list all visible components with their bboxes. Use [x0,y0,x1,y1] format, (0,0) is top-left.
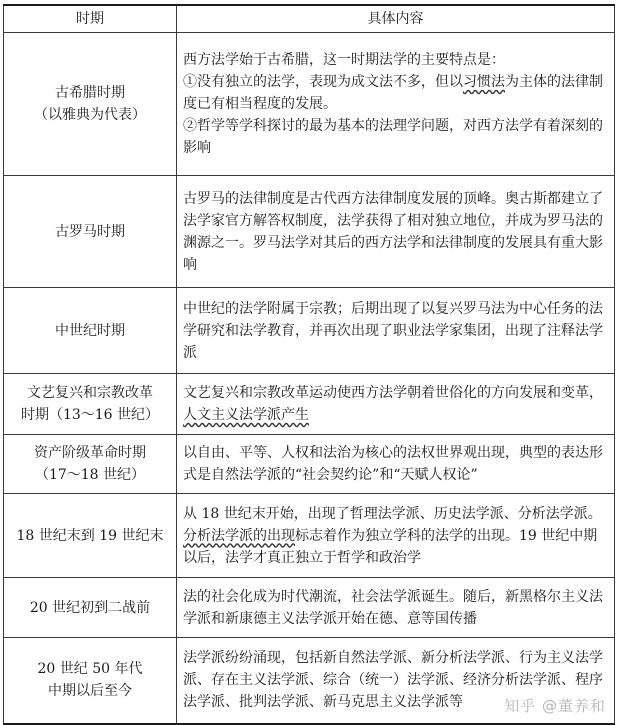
period-cell [4,33,177,176]
period-text: 资产阶级革命时期 [34,445,146,461]
content-text: 从 18 世纪末开始，出现了哲理法学派、历史法学派、分析法学派。 [183,505,602,522]
content-text: 标志着作为独立学科的法学的出现。19 世纪中期以后，法学才真正独立于哲学和政治学 [183,527,598,566]
period-cell [4,374,177,435]
table-row [4,288,615,374]
content-cell [177,494,615,578]
period-text: 古希腊时期 [55,85,125,101]
content-cell [177,33,615,176]
period-cell [4,288,177,374]
content-text: ②哲学等学科探讨的最为基本的法理学问题，对西方法学有着深刻的影响 [183,118,603,156]
period-text: 20 世纪初到二战前 [29,599,151,616]
emphasis-text: 习惯法 [463,74,505,90]
table-row [4,374,615,435]
content-cell [177,578,615,638]
period-cell [4,578,177,638]
period-text: 时期（13～16 世纪） [20,407,160,423]
table-header-row [4,5,615,33]
content-text: 西方法学始于古希腊，这一时期法学的主要特点是： [183,52,505,68]
table-row [4,494,615,578]
header-content: 具体内容 [177,5,615,33]
period-cell [4,494,177,578]
period-text: 中世纪时期 [55,322,125,339]
content-text: 为主体的法律制度已有相当程度的发展。 [183,74,603,112]
period-cell [4,176,177,288]
period-text: （17～18 世纪） [34,467,146,483]
content-text: 古罗马的法律制度是古代西方法律制度发展的顶峰。奥古斯都建立了法学家官方解答权制度，法学获得了相对独立地位，并成为罗马法的渊源之一。罗马法学对其后的西方法学和法律制度的发展具有重大影响 [183,190,603,273]
period-text: 文艺复兴和宗教改革 [27,385,153,401]
watermark-logo: 知乎 @董养和 [504,697,606,715]
content-text: 法的社会化成为时代潮流，社会法学派诞生。随后，新黑格尔主义法学派和新康德主义法学派开始在德、意等国传播 [183,588,603,627]
table-row [4,176,615,288]
content-cell [177,374,615,435]
legal-history-table [3,4,615,725]
period-cell [4,638,177,724]
table-row [4,33,615,176]
content-text: 中世纪的法学附属于宗教；后期出现了以复兴罗马法为中心任务的法学研究和法学教育，并再次出现了职业法学家集团，出现了注释法学派 [183,300,603,361]
table-row [4,435,615,494]
period-text: 中期以后至今 [48,683,132,700]
period-text: （以雅典为代表） [34,107,146,123]
content-cell [177,176,615,288]
content-text: 法学派纷纷涌现，包括新自然法学派、新分析法学派、行为主义法学派、存在主义法学派、综合（统一）法学派、经济分析法学派、程序法学派、批判法学派、新马克思主义法学派等 [183,650,603,711]
period-cell [4,435,177,494]
table-row [4,578,615,638]
period-text: 古罗马时期 [55,223,125,240]
period-text: 20 世纪 50 年代 [37,661,143,678]
content-cell [177,435,615,494]
period-text: 18 世纪末到 19 世纪末 [16,527,164,544]
content-cell [177,288,615,374]
emphasis-text: 人文主义法学派产生 [183,407,309,423]
header-period: 时期 [4,5,177,33]
emphasis-text: 分析法学派的出现 [183,527,295,544]
content-text: 文艺复兴和宗教改革运动使西方法学朝着世俗化的方向发展和变革， [183,385,603,401]
content-text: ①没有独立的法学，表现为成文法不多，但以 [183,74,463,90]
content-text: 以自由、平等、人权和法治为核心的法权世界观出现，典型的表达形式是自然法学派的“社会契约论”和“天赋人权论” [183,445,603,483]
